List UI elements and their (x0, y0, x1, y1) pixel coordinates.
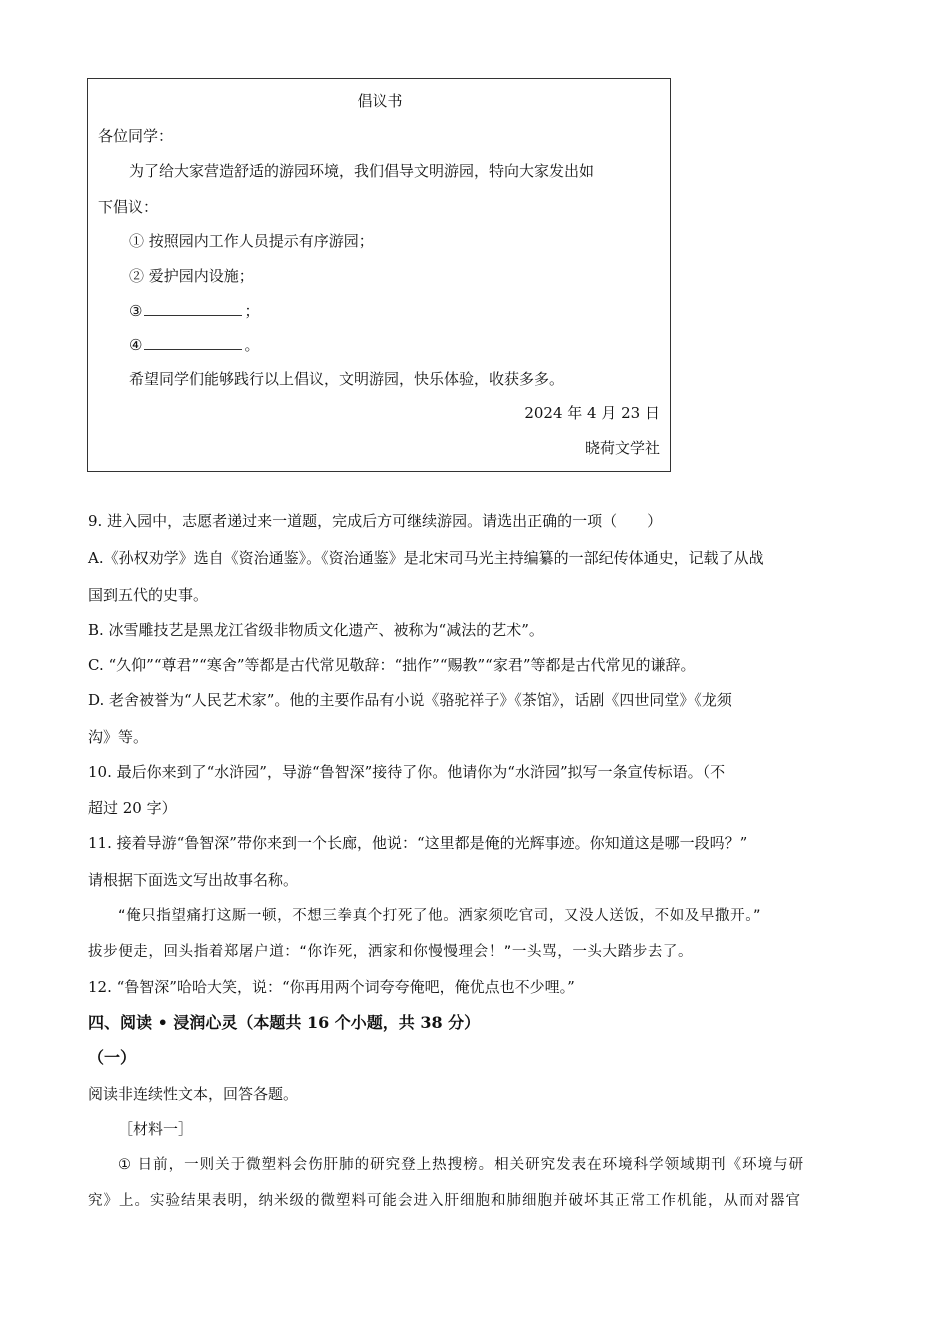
material-paragraph-line1: ① 日前，一则关于微塑料会伤肝肺的研究登上热搜榜。相关研究发表在环境科学领域期刊《环境与研 (118, 1157, 805, 1173)
question-9-option-a-line1: A.《孙权劝学》选自《资治通鉴》。《资治通鉴》是北宋司马光主持编纂的一部纪传体通史，记载了从战 (88, 549, 764, 567)
question-11-quote-line1: “俺只指望痛打这厮一顿，不想三拳真个打死了他。洒家须吃官司，又没人送饭，不如及早撒开。” (118, 908, 762, 924)
proposal-item-2: ② 爱护园内设施； (129, 267, 254, 285)
proposal-date: 2024 年 4 月 23 日 (524, 404, 660, 422)
section-heading: 四、阅读 • 浸润心灵（本题共 16 个小题，共 38 分） (88, 1013, 481, 1032)
item-3-number: ③ (129, 302, 143, 320)
proposal-box (87, 78, 671, 472)
question-9-option-c: C. “久仰”“尊君”“寒舍”等都是古代常见敬辞：“拙作”“赐教”“家君”等都是古代常见的谦辞。 (88, 656, 696, 674)
question-9-option-b: B. 冰雪雕技艺是黑龙江省级非物质文化遗产、被称为“减法的艺术”。 (88, 621, 544, 639)
proposal-paragraph-line2: 下倡议： (98, 198, 159, 216)
section-instruction: 阅读非连续性文本，回答各题。 (88, 1085, 299, 1103)
proposal-closing: 希望同学们能够践行以上倡议，文明游园，快乐体验，收获多多。 (129, 370, 565, 388)
item-4-number: ④ (129, 336, 143, 354)
item-3-blank (144, 301, 242, 316)
material-paragraph-line2: 究》上。实验结果表明，纳米级的微塑料可能会进入肝细胞和肺细胞并破坏其正常工作机能，从而对器官 (88, 1193, 801, 1209)
item-3-punct: ； (244, 302, 260, 320)
proposal-item-3 (129, 301, 259, 321)
proposal-signature: 晓荷文学社 (584, 439, 660, 457)
proposal-item-4 (129, 335, 259, 355)
proposal-title: 倡议书 (357, 92, 403, 110)
proposal-paragraph-line1: 为了给大家营造舒适的游园环境，我们倡导文明游园，特向大家发出如 (129, 162, 595, 180)
question-10-line2: 超过 20 字） (88, 799, 177, 817)
question-9-option-a-line2: 国到五代的史事。 (88, 586, 209, 604)
question-10-line1: 10. 最后你来到了“水浒园”，导游“鲁智深”接待了你。他请你为“水浒园”拟写一条宣传标语。（不 (88, 763, 726, 781)
material-label: ［材料一］ (118, 1120, 194, 1138)
question-12: 12. “鲁智深”哈哈大笑，说：“你再用两个词夸夸俺吧，俺优点也不少哩。” (88, 978, 575, 996)
question-9-option-d-line2: 沟》等。 (88, 728, 149, 746)
question-11-line1: 11. 接着导游“鲁智深”带你来到一个长廊，他说：“这里都是俺的光辉事迹。你知道这是哪一段吗？” (88, 834, 748, 852)
question-11-quote-line2: 拔步便走，回头指着郑屠户道：“你诈死，洒家和你慢慢理会！”一头骂，一头大踏步去了。 (88, 944, 694, 960)
item-4-blank (144, 335, 242, 350)
question-9-option-d-line1: D. 老舍被誉为“人民艺术家”。他的主要作品有小说《骆驼祥子》《茶馆》，话剧《四世同堂》《龙须 (88, 691, 732, 709)
proposal-item-1: ① 按照园内工作人员提示有序游园； (129, 232, 374, 250)
question-11-line2: 请根据下面选文写出故事名称。 (88, 871, 299, 889)
section-subheading: （一） (88, 1048, 137, 1067)
proposal-greeting: 各位同学： (98, 127, 174, 145)
question-9: 9. 进入园中，志愿者递过来一道题，完成后方可继续游园。请选出正确的一项（ ） (88, 512, 663, 530)
item-4-punct: 。 (244, 336, 260, 354)
